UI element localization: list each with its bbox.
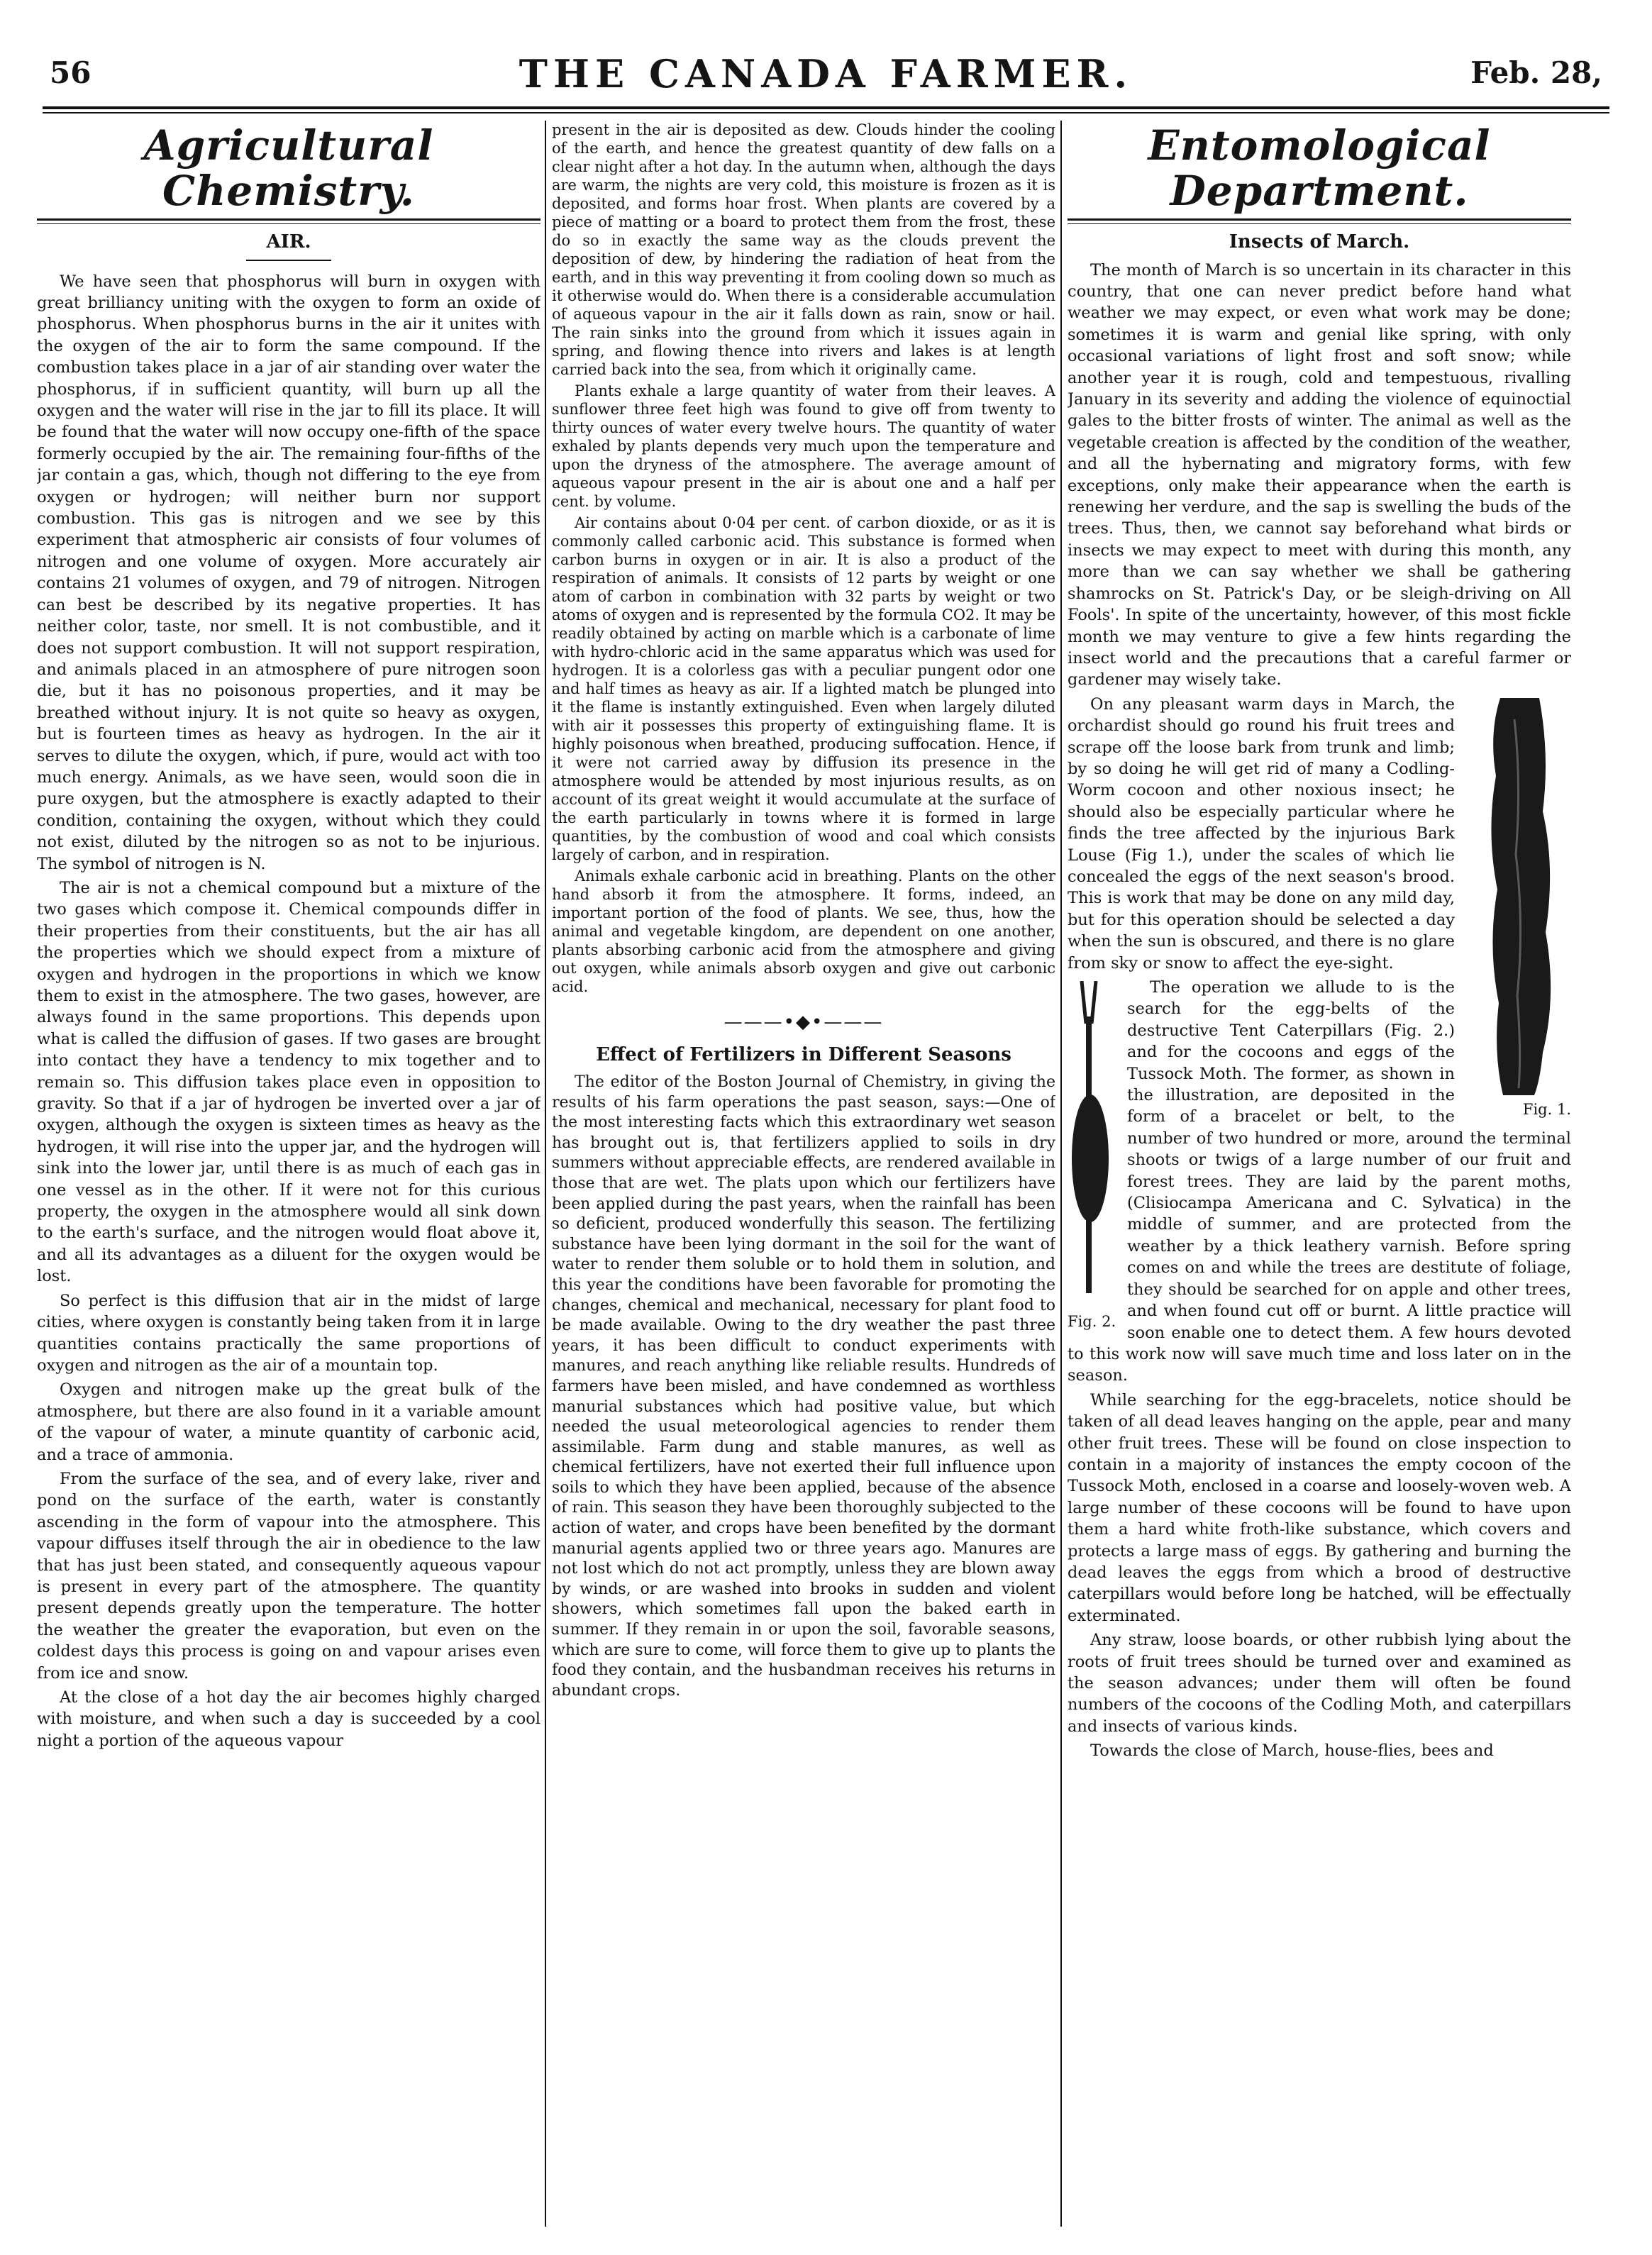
masthead	[43, 50, 1609, 106]
figure-2-caption: Fig. 2.	[1068, 1313, 1116, 1330]
column-divider	[1060, 121, 1062, 2227]
paragraph: The operation we allude to is the search for the egg-belts of the destructive Tent Caterpillars (Fig. 2.) and for the cocoons and eggs of the Tussock Moth. The former, as shown in the illustration, are deposited in the form of a bracelet or belt, to the number of two hundred or more, around the terminal shoots or twigs of a large number of our fruit and forest trees. They are laid by the parent moths, (Clisiocampa Americana and C. Sylvatica) in the middle of summer, and are protected from the weather by a thick leathery varnish. Before spring comes on and while the trees are destitute of foliage, they should be searched for on apple and other trees, and when found cut off or burnt. A little practice will soon enable one to detect them. A few hours devoted to this work now will save much time and loss later on in the season.	[1068, 978, 1571, 1385]
section-rule	[246, 260, 331, 261]
ornamental-divider: ———•◆•———	[724, 1012, 884, 1033]
tent-caterpillar-egg-belt-illustration	[1068, 981, 1117, 1307]
paragraph: At the close of a hot day the air becomes highly charged with moisture, and when such a day is succeeded by a cool night a portion of the aqueous vapour	[37, 1688, 540, 1750]
column-middle	[552, 121, 1055, 2227]
paragraph: From the surface of the sea, and of every lake, river and pond on the surface of the earth, water is constantly ascending in the form of vapour into the atmosphere. This vapour diffuses itself through the air in obedience to the law that has just been stated, and consequently aqueous vapour is present in every part of the atmosphere. The quantity present depends greatly upon the temperature. The hotter the weather the greater the evaporation, but even on the coldest days this process is going on and vapour arises even from ice and snow.	[37, 1469, 540, 1683]
section-title: Insects of March.	[1229, 231, 1410, 253]
department-title: Entomological Department.	[1148, 121, 1491, 215]
figure-1	[1465, 698, 1571, 1118]
paper-title: THE CANADA FARMER.	[519, 51, 1133, 96]
paragraph: On any pleasant warm days in March, the orchardist should go round his fruit trees and scrape off the loose bark from trunk and limb; by so doing he will get rid of many a Codling-Worm cocoon and other noxious insect; he should also be especially particular where he finds the tree affected by the injurious Bark Louse (Fig 1.), under the scales of which lie concealed the eggs of the next season's brood. This is work that may be done on any mild day, but for this operation should be selected a day when the sun is obscured, and there is no glare from sky or snow to affect the eye-sight.	[1068, 694, 1455, 973]
column-agricultural-chemistry	[37, 121, 540, 2227]
issue-date: Feb. 28,	[1470, 55, 1602, 90]
paragraph: Any straw, loose boards, or other rubbish lying about the roots of fruit trees should be turned over and examined as the season advances; under them will often be found numbers of the cocoons of the Codling Moth, and caterpillars and insects of various kinds.	[1068, 1631, 1571, 1736]
paragraph: Plants exhale a large quantity of water from their leaves. A sunflower three feet high was found to give off from twenty to thirty ounces of water every twelve hours. The quantity of water exhaled by plants depends very much upon the temperature and upon the dryness of the atmosphere. The average amount of aqueous vapour present in the air is about one and a half per cent. by volume.	[552, 382, 1055, 510]
page-number: 56	[50, 55, 92, 90]
header-rule	[43, 106, 1609, 109]
paragraph: Animals exhale carbonic acid in breathing. Plants on the other hand absorb it from the atmosphere. It forms, indeed, an important portion of the food of plants. We see, thus, how the animal and vegetable kingdom, are dependent on one another, plants absorbing carbonic acid from the atmosphere and giving out oxygen, while animals absorb oxygen and give out carbonic acid.	[552, 868, 1055, 995]
paragraph: The editor of the Boston Journal of Chemistry, in giving the results of his farm operations the past season, says:—One of the most interesting facts which this extraordinary wet season has brought out is, that fertilizers applied to soils in dry summers without appreciable effects, are rendered available in those that are wet. The plats upon which our fertilizers have been applied during the past years, when the rainfall has been so deficient, produced wonderfully this season. The fertilizing substance have been lying dormant in the soil for the want of water to render them soluble or to hold them in solution, and this year the conditions have been favorable for promoting the changes, chemical and mechanical, necessary for plant food to be made available. Owing to the dry weather the past three years, it has been difficult to conduct experiments with manures, and reach anything like reliable results. Hundreds of farmers have been misled, and have condemned as worthless manurial substances which had positive value, but which needed the usual meteorological agencies to render them assimilable. Farm dung and stable manures, as well as chemical fertilizers, have not exerted their full influence upon soils to which they have been applied, because of the absence of rain. This season they have been thoroughly subjected to the action of water, and crops have been benefited by the dormant manurial agents applied two or three years ago. Manures are not lost which do not act promptly, unless they are blown away by winds, or are washed into brooks in sudden and violent showers, which sometimes fall upon the baked earth in summer. If they remain in or upon the soil, favorable seasons, which are sure to come, will force them to give up to plants the food they contain, and the husbandman receives his returns in abundant crops.	[552, 1073, 1055, 1700]
section-title: Effect of Fertilizers in Different Seasons	[596, 1044, 1011, 1065]
department-title: Agricultural Chemistry.	[143, 121, 434, 215]
paragraph: While searching for the egg-bracelets, notice should be taken of all dead leaves hanging on the apple, pear and many other fruit trees. These will be found on close inspection to contain in a majority of instances the empty cocoon of the Tussock Moth, enclosed in a coarse and loosely-woven web. A large number of these cocoons will be found to have upon them a hard white froth-like substance, which covers and protects a large mass of eggs. By gathering and burning the dead leaves the eggs from which a brood of destructive caterpillars would before long be hatched, will be effectually exterminated.	[1068, 1390, 1571, 1625]
paragraph: The air is not a chemical compound but a mixture of the two gases which compose it. Chemical compounds differ in their properties from their constituents, but the air has all the properties which we should expect from a mixture of oxygen and hydrogen in the proportions in which we know them to exist in the atmosphere. The two gases, however, are always found in the same proportions. This depends upon what is called the diffusion of gases. If two gases are brought into contact they have a tendency to mix together and to remain so. This diffusion takes place even in opposition to gravity. So that if a jar of hydrogen be inverted over a jar of oxygen, although the oxygen is sixteen times as heavy as the hydrogen, it will rise into the upper jar, and the hydrogen will sink into the lower jar, until there is as much of each gas in one vessel as in the other. If it were not for this curious property, the oxygen in the atmosphere would all sink down to the earth's surface, and the nitrogen would float above it, and all its advantages as a diluent for the oxygen would be lost.	[37, 878, 540, 1286]
title-rule	[1068, 218, 1571, 224]
paragraph: So perfect is this diffusion that air in the midst of large cities, where oxygen is constantly being taken from it in large quantities contains practically the same proportions of oxygen and nitrogen as the air of a mountain top.	[37, 1291, 540, 1375]
bark-louse-branch-illustration	[1472, 698, 1564, 1095]
paragraph: present in the air is deposited as dew. Clouds hinder the cooling of the earth, and hence the greatest quantity of dew falls on a clear night after a hot day. In the autumn when, although the days are warm, the nights are very cold, this moisture is frozen as it is deposited, and forms hoar frost. When plants are covered by a piece of matting or a board to protect them from the frost, these do so in exactly the same way as the clouds prevent the deposition of dew, by hindering the radiation of heat from the earth, and in this way preventing it from cooling down so much as it otherwise would do. When there is a considerable accumulation of aqueous vapour in the air it falls down as rain, snow or hail. The rain sinks into the ground from which it issues again in spring, and flowing thence into rivers and lakes is at length carried back into the sea, from which it originally came.	[552, 121, 1055, 378]
paragraph: Towards the close of March, house-flies, bees and	[1090, 1741, 1494, 1761]
header-rule-thin	[43, 112, 1609, 113]
figure-2	[1068, 981, 1117, 1330]
paragraph: Oxygen and nitrogen make up the great bulk of the atmosphere, but there are also found in it a variable amount of the vapour of water, a minute quantity of carbonic acid, and a trace of ammonia.	[37, 1380, 540, 1464]
paragraph: Air contains about 0·04 per cent. of carbon dioxide, or as it is commonly called carbonic acid. This substance is formed when carbon burns in oxygen or in air. It is also a product of the respiration of animals. It consists of 12 parts by weight or one atom of carbon in combination with 32 parts by weight or two atoms of oxygen and is represented by the formula CO2. It may be readily obtained by acting on marble which is a carbonate of lime with hydro-chloric acid in the same apparatus which was used for hydrogen. It is a colorless gas with a peculiar pungent odor one and half times as heavy as air. If a lighted match be plunged into it the flame is instantly extinguished. Even when largely diluted with air it possesses this property of extinguishing flame. It is highly poisonous when breathed, producing suffocation. Hence, if it were not carried away by diffusion its presence in the atmosphere would be attended by most injurious results, as on account of its great weight it would accumulate at the surface of the earth particularly in towns where it is formed in large quantities, by the combustion of wood and coal which consists largely of carbon, and in respiration.	[552, 514, 1055, 863]
column-entomological	[1068, 121, 1571, 2227]
paragraph: The month of March is so uncertain in its character in this country, that one can never predict before hand what weather we may expect, or even what work may be done; sometimes it is warm and genial like spring, with only occasional variations of light frost and soft snow; while another year it is rough, cold and tempestuous, rivalling January in its severity and adding the violence of equinoctial gales to the bitter frosts of winter. The animal as well as the vegetable creation is affected by the condition of the weather, and all the hybernating and migratory forms, with few exceptions, only make their appearance when the earth is renewing her verdure, and the sap is swelling the buds of the trees. Thus, then, we cannot say beforehand what birds or insects we may expect to meet with during this month, any more than we can say whether we shall be gathering shamrocks on St. Patrick's Day, or be sleigh-driving on All Fools'. In spite of the uncertainty, however, of this most fickle month we may venture to give a few hints regarding the insect world and the precautions that a careful farmer or gardener may wisely take.	[1068, 260, 1571, 689]
title-rule	[37, 218, 540, 224]
paragraph: We have seen that phosphorus will burn in oxygen with great brilliancy uniting with the oxygen to form an oxide of phosphorus. When phosphorus burns in the air it unites with the oxygen of the air to form the same compound. If the combustion takes place in a jar of air standing over water the phosphorus, if in sufficient quantity, will burn up all the oxygen and the water will rise in the jar to fill its place. It will be found that the water will now occupy one-fifth of the space formerly occupied by the air. The remaining four-fifths of the jar contain a gas, which, though not differing to the eye from oxygen or hydrogen; will neither burn nor support combustion. This gas is nitrogen and we see by this experiment that atmospheric air consists of four volumes of nitrogen and one volume of oxygen. More accurately air contains 21 volumes of oxygen, and 79 of nitrogen. Nitrogen can best be described by its negative properties. It has neither color, taste, nor smell. It is not combustible, and it does not support combustion. It will not support respiration, and animals placed in an atmosphere of pure nitrogen soon die, but it has no poisonous properties, and it may be breathed without injury. It is not quite so heavy as oxygen, but is fourteen times as heavy as hydrogen. In the air it serves to dilute the oxygen, which, if pure, would act with too much energy. Animals, as we have seen, would soon die in pure oxygen, but the atmosphere is exactly adapted to their condition, containing the oxygen, without which they could not exist, diluted by the nitrogen so as not to be injurious. The symbol of nitrogen is N.	[37, 272, 540, 873]
section-title: AIR.	[266, 231, 311, 253]
figure-1-caption: Fig. 1.	[1522, 1100, 1571, 1118]
column-divider	[545, 121, 546, 2227]
